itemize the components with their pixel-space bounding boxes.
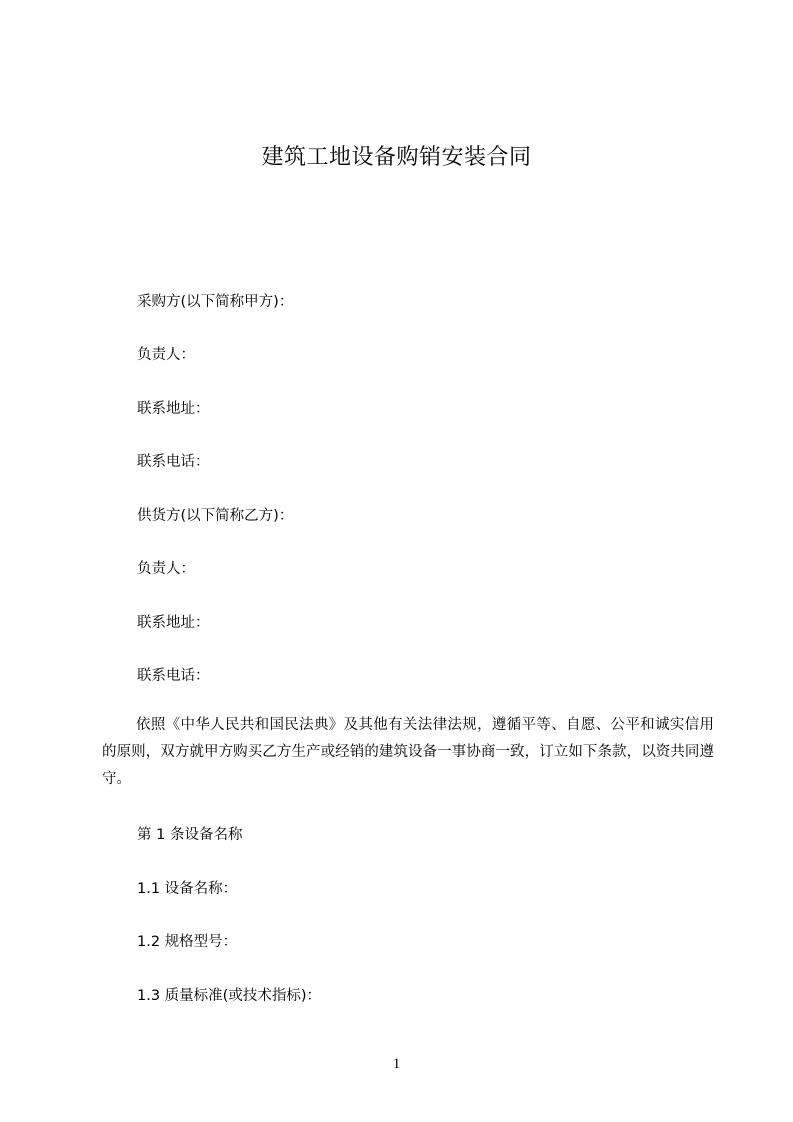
article-1-item-1: 1.1 设备名称： [137,881,238,897]
article-1-item-3: 1.3 质量标准(或技术指标)： [137,988,321,1004]
buyer-address-label: 联系地址： [137,401,210,417]
document-title: 建筑工地设备购销安装合同 [261,145,532,170]
buyer-phone-label: 联系电话： [137,454,210,470]
supplier-address-label: 联系地址： [137,615,210,631]
supplier-party-label: 供货方(以下简称乙方)： [137,508,294,524]
buyer-responsible-label: 负责人： [137,347,195,363]
article-1-item-2: 1.2 规格型号： [137,934,238,950]
article-1-heading: 第 1 条设备名称 [137,827,243,843]
preamble-paragraph: 依照《中华人民共和国民法典》及其他有关法律法规，遵循平等、自愿、公平和诚实信用的原则，双方就甲方购买乙方生产或经销的建筑设备一事协商一致，订立如下条款，以资共同遵守。 [102,717,714,787]
supplier-responsible-label: 负责人： [137,561,195,577]
page-number: 1 [392,1056,401,1072]
supplier-phone-label: 联系电话： [137,668,210,684]
buyer-party-label: 采购方(以下简称甲方)： [137,294,294,310]
